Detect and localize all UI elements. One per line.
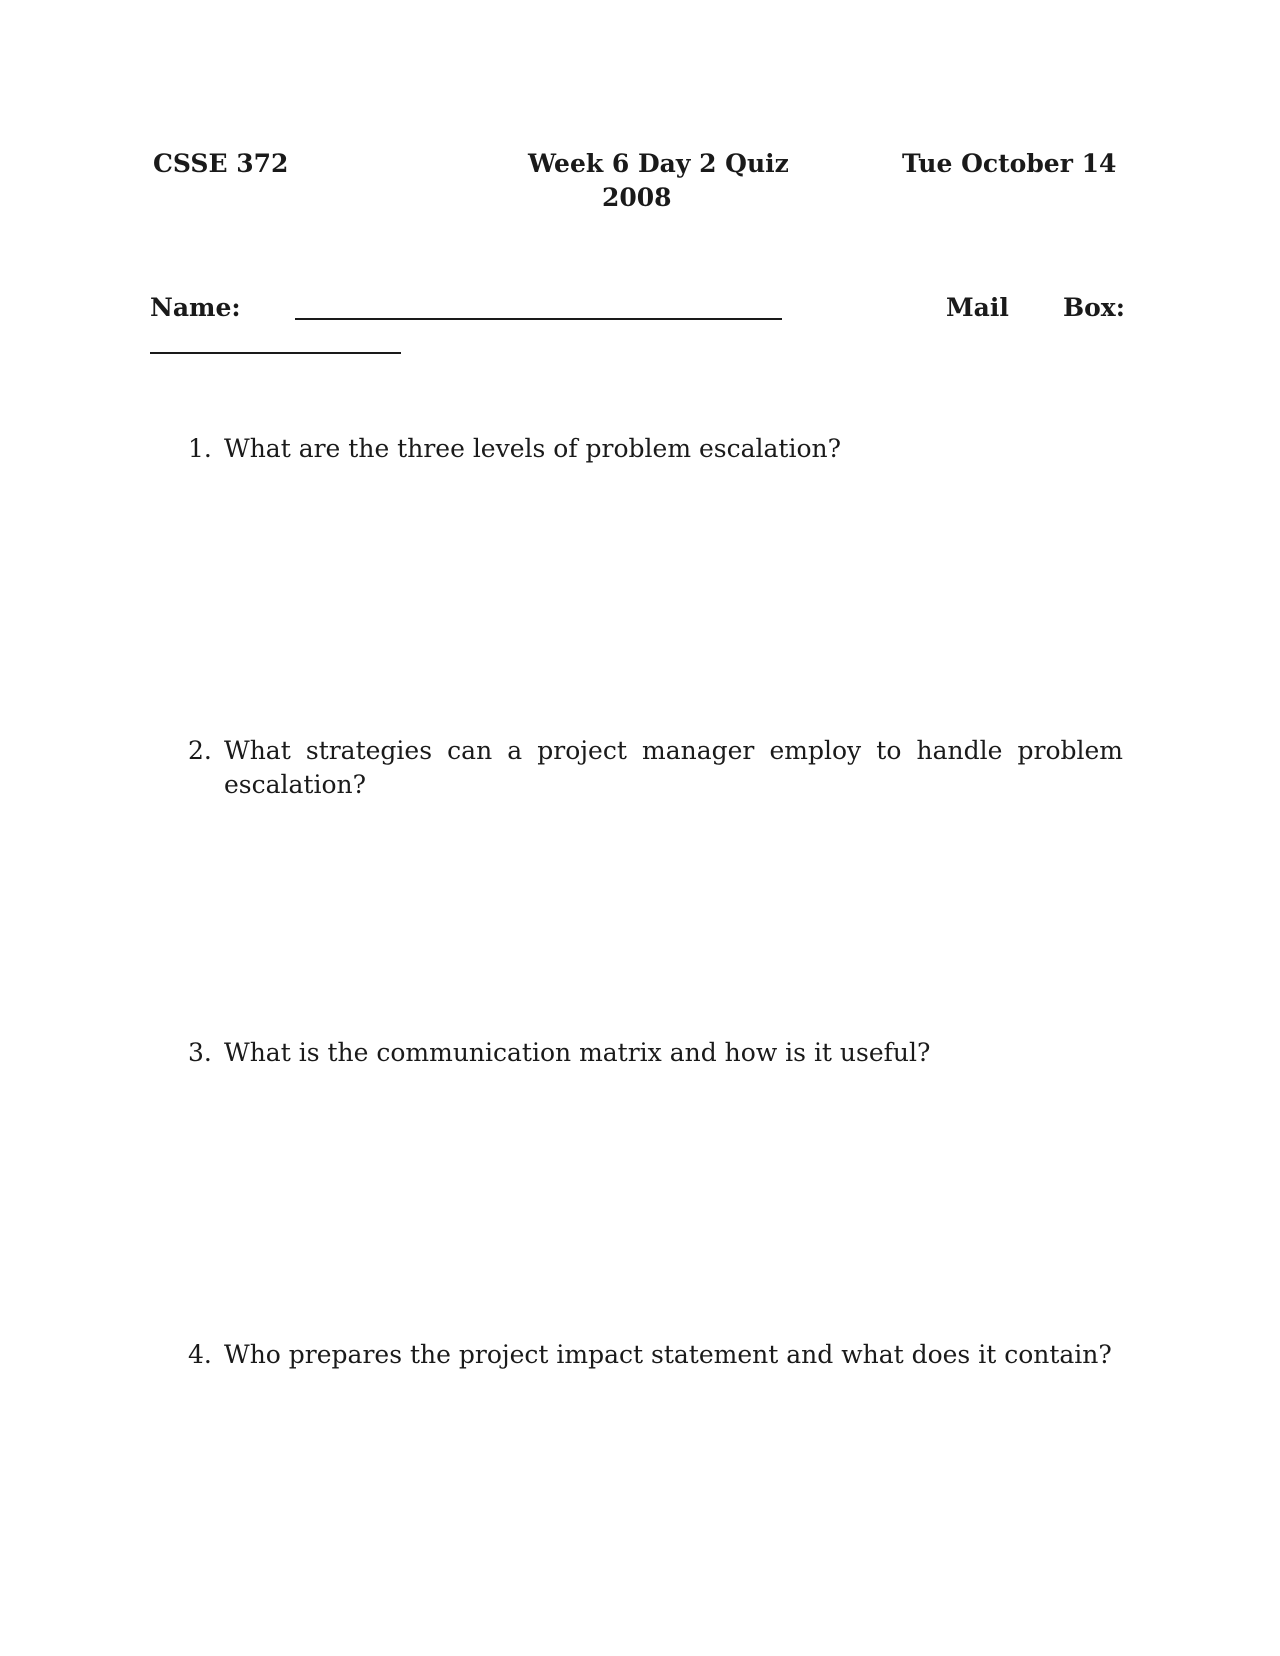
course-code: CSSE 372 — [153, 149, 289, 178]
mailbox-field[interactable] — [150, 352, 401, 354]
name-field[interactable] — [295, 318, 782, 320]
question-number: 4. — [188, 1340, 212, 1369]
mail-label: Mail — [946, 293, 1009, 322]
quiz-title: Week 6 Day 2 Quiz — [528, 149, 789, 178]
question-text: What strategies can a project manager employ to handle problem escalation? — [224, 736, 1123, 799]
question-text: What are the three levels of problem escalation? — [224, 434, 842, 463]
question-2 — [188, 734, 1123, 802]
quiz-date: Tue October 14 — [902, 149, 1117, 178]
question-text: What is the communication matrix and how is it useful? — [224, 1038, 931, 1067]
question-number: 2. — [188, 736, 212, 765]
box-label: Box: — [1063, 293, 1125, 322]
question-number: 1. — [188, 434, 212, 463]
question-4 — [188, 1338, 1123, 1372]
question-number: 3. — [188, 1038, 212, 1067]
quiz-year: 2008 — [602, 183, 672, 212]
question-text: Who prepares the project impact statement and what does it contain? — [224, 1340, 1112, 1369]
question-1 — [188, 432, 1123, 466]
question-3 — [188, 1036, 1123, 1070]
name-label: Name: — [150, 293, 241, 322]
